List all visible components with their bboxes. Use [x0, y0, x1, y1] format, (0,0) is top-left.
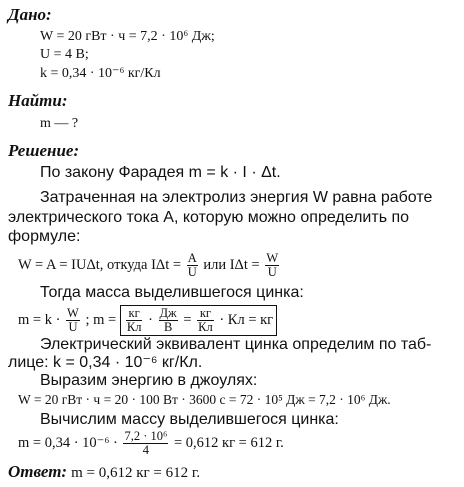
- fraction-den: U: [68, 320, 78, 335]
- find-header: Найти:: [8, 91, 68, 110]
- unit-fraction-1: [126, 307, 143, 334]
- formula-work: [18, 252, 281, 279]
- find-line: m — ?: [40, 116, 79, 131]
- fraction-num: A: [187, 251, 197, 265]
- answer-text: m = 0,612 кг = 612 г.: [71, 465, 201, 481]
- paragraph-joules: Выразим энергию в джоулях:: [40, 372, 258, 389]
- formula-result-a: m = 0,34 · 10⁻⁶ ·: [18, 434, 118, 451]
- paragraph-table-line-2: лице: k = 0,34 · 10⁻⁶ кг/Кл.: [8, 354, 203, 371]
- paragraph-energy-line-3: формуле:: [8, 228, 81, 245]
- formula-work-mid: или IΔt =: [203, 256, 260, 273]
- formula-mass: [18, 305, 277, 336]
- fraction-num: W: [67, 306, 79, 320]
- units-tail: · Кл = кг: [219, 311, 274, 328]
- fraction-num: W: [266, 251, 279, 265]
- fraction-a-over-u: [187, 252, 198, 279]
- given-header: Дано:: [8, 5, 52, 24]
- formula-result-b: = 0,612 кг = 612 г.: [173, 434, 284, 451]
- faraday-law-text: По закону Фарадея m = k · I · Δt.: [40, 164, 281, 181]
- given-line-voltage: U = 4 В;: [40, 47, 89, 62]
- fraction-num: кг: [197, 307, 214, 321]
- paragraph-energy-line-1: Затраченная на электролиз энергия W равна работе: [40, 189, 433, 206]
- paragraph-table-line-1: Электрический эквивалент цинка определим по таб-: [40, 336, 432, 353]
- fraction-den: Кл: [126, 320, 142, 335]
- fraction-w-over-u-2: [66, 307, 80, 334]
- paragraph-mass: Тогда масса выделившегося цинка:: [40, 284, 304, 301]
- fraction-den: Кл: [198, 320, 213, 335]
- answer-line: [8, 463, 200, 481]
- formula-mass-a: m = k ·: [18, 311, 61, 328]
- paragraph-compute: Вычислим массу выделившегося цинка:: [40, 411, 339, 428]
- fraction-num: кг: [126, 307, 143, 321]
- fraction-den: 4: [142, 443, 150, 458]
- given-line-equivalent: k = 0,34 · 10⁻⁶ кг/Кл: [40, 66, 161, 81]
- given-line-energy: W = 20 гВт · ч = 7,2 · 10⁶ Дж;: [40, 29, 215, 44]
- unit-fraction-3: [197, 307, 214, 334]
- fraction-num: 7,2 · 10⁶: [124, 429, 168, 443]
- units-dot: ·: [148, 311, 153, 328]
- unit-fraction-2: [159, 307, 178, 334]
- formula-result: [18, 430, 284, 457]
- fraction-den: В: [163, 320, 173, 335]
- fraction-den: U: [267, 265, 277, 280]
- fraction-w-over-u: [265, 252, 279, 279]
- formula-energy-conversion: W = 20 гВт · ч = 20 · 100 Вт · 3600 с = 72 · 10⁵ Дж = 7,2 · 10⁶ Дж.: [18, 392, 391, 407]
- fraction-den: U: [187, 265, 197, 280]
- fraction-num: Дж: [159, 306, 177, 320]
- fraction-energy-over-voltage: [123, 430, 168, 457]
- units-equals: =: [183, 311, 192, 328]
- answer-label: Ответ:: [8, 462, 68, 481]
- paragraph-energy-line-2: электрического тока A, которую можно определить по: [8, 209, 410, 226]
- formula-work-left: W = A = IUΔt, откуда IΔt =: [18, 256, 182, 273]
- units-bracket: [120, 305, 277, 336]
- formula-mass-b: ; m =: [85, 311, 117, 328]
- solution-header: Решение:: [8, 141, 80, 160]
